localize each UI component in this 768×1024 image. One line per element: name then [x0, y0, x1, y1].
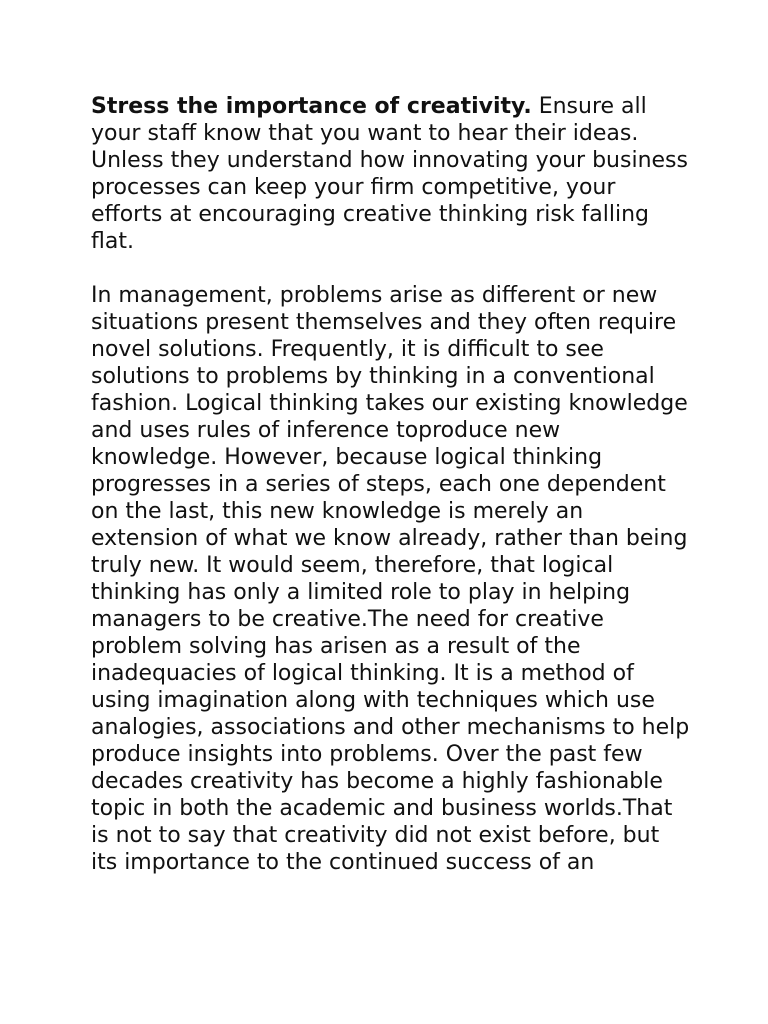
- paragraph-1-lead: Stress the importance of creativity.: [91, 94, 532, 119]
- paragraph-1-body: Ensure all your staff know that you want to hear their ideas. Unless they understand how innovating your business processes can keep your firm competitive, your efforts at encouraging creative thinking risk falling flat.: [91, 94, 688, 254]
- paragraph-1: [91, 93, 691, 255]
- document-page: [91, 93, 691, 903]
- paragraph-2: In management, problems arise as different or new situations present themselves and they often require novel solutions. Frequently, it is difficult to see solutions to problems by thinking in a conventional fashion. Logical thinking takes our existing knowledge and uses rules of inference toproduce new knowledge. However, because logical thinking progresses in a series of steps, each one dependent on the last, this new knowledge is merely an extension of what we know already, rather than being truly new. It would seem, therefore, that logical thinking has only a limited role to play in helping managers to be creative.The need for creative problem solving has arisen as a result of the inadequacies of logical thinking. It is a method of using imagination along with techniques which use analogies, associations and other mechanisms to help produce insights into problems. Over the past few decades creativity has become a highly fashionable topic in both the academic and business worlds.That is not to say that creativity did not exist before, but its importance to the continued success of an: [91, 283, 690, 875]
